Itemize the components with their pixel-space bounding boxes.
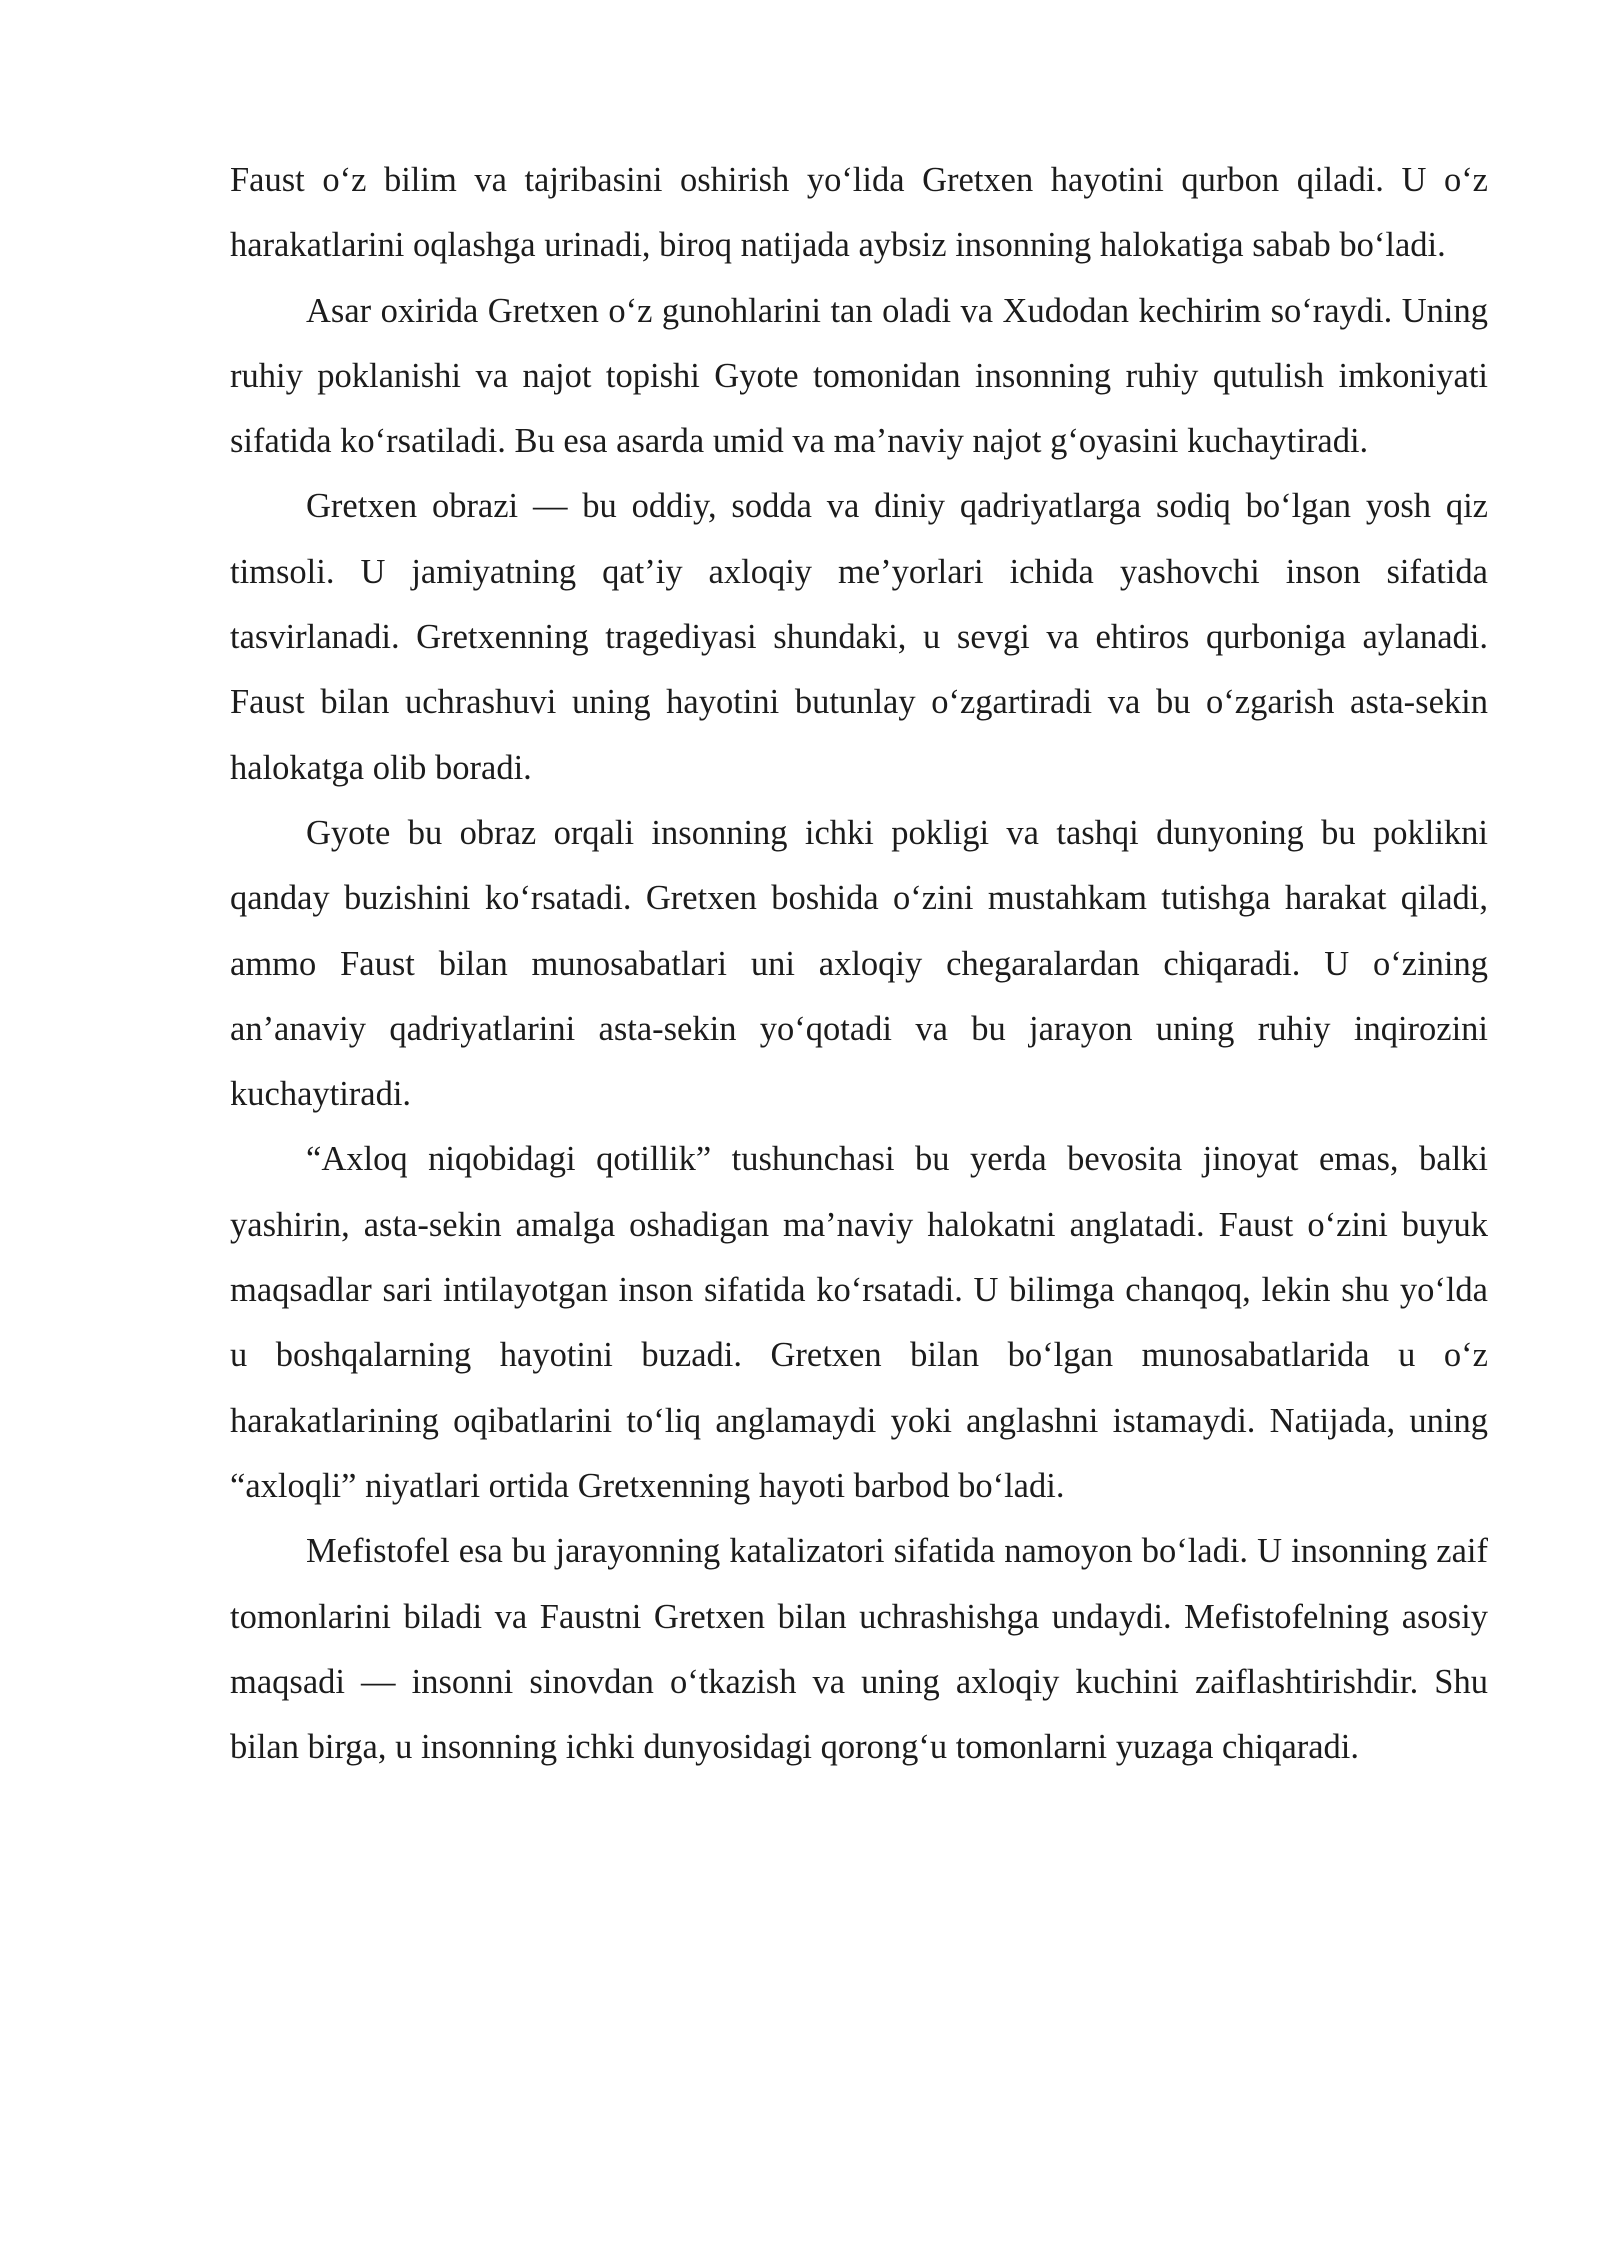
- paragraph-5: “Axloq niqobidagi qotillik” tushunchasi bu yerda bevosita jinoyat emas, balki yashirin, asta-sekin amalga oshadigan ma’naviy halokatni anglatadi. Faust o‘zini buyuk maqsadlar sari intilayotgan inson sifatida ko‘rsatadi. U bilimga chanqoq, lekin shu yo‘lda u boshqalarning hayotini buzadi. Gretxen bilan bo‘lgan munosabatlarida u o‘z harakatlarining oqibatlarini to‘liq anglamaydi yoki anglashni istamaydi. Natijada, uning “axloqli” niyatlari ortida Gretxenning hayoti barbod bo‘ladi.: [230, 1140, 1488, 1505]
- paragraph-4: Gyote bu obraz orqali insonning ichki pokligi va tashqi dunyoning bu poklikni qanday buzishini ko‘rsatadi. Gretxen boshida o‘zini mustahkam tutishga harakat qiladi, ammo Faust bilan munosabatlari uni axloqiy chegaralardan chiqaradi. U o‘zining an’anaviy qadriyatlarini asta-sekin yo‘qotadi va bu jarayon uning ruhiy inqirozini kuchaytiradi.: [230, 813, 1488, 1114]
- document-body: [230, 148, 1488, 1780]
- paragraph-1: Faust o‘z bilim va tajribasini oshirish yo‘lida Gretxen hayotini qurbon qiladi. U o‘z harakatlarini oqlashga urinadi, biroq natijada aybsiz insonning halokatiga sabab bo‘ladi.: [230, 161, 1488, 265]
- paragraph-2: Asar oxirida Gretxen o‘z gunohlarini tan oladi va Xudodan kechirim so‘raydi. Uning ruhiy poklanishi va najot topishi Gyote tomonidan insonning ruhiy qutulish imkoniyati sifatida ko‘rsatiladi. Bu esa asarda umid va ma’naviy najot g‘oyasini kuchaytiradi.: [230, 291, 1488, 461]
- paragraph-3: Gretxen obrazi — bu oddiy, sodda va diniy qadriyatlarga sodiq bo‘lgan yosh qiz timsoli. U jamiyatning qat’iy axloqiy me’yorlari ichida yashovchi inson sifatida tasvirlanadi. Gretxenning tragediyasi shundaki, u sevgi va ehtiros qurboniga aylanadi. Faust bilan uchrashuvi uning hayotini butunlay o‘zgartiradi va bu o‘zgarish asta-sekin halokatga olib boradi.: [230, 487, 1488, 787]
- paragraph-6: Mefistofel esa bu jarayonning katalizatori sifatida namoyon bo‘ladi. U insonning zaif tomonlarini biladi va Faustni Gretxen bilan uchrashishga undaydi. Mefistofelning asosiy maqsadi — insonni sinovdan o‘tkazish va uning axloqiy kuchini zaiflashtirishdir. Shu bilan birga, u insonning ichki dunyosidagi qorong‘u tomonlarni yuzaga chiqaradi.: [230, 1532, 1488, 1767]
